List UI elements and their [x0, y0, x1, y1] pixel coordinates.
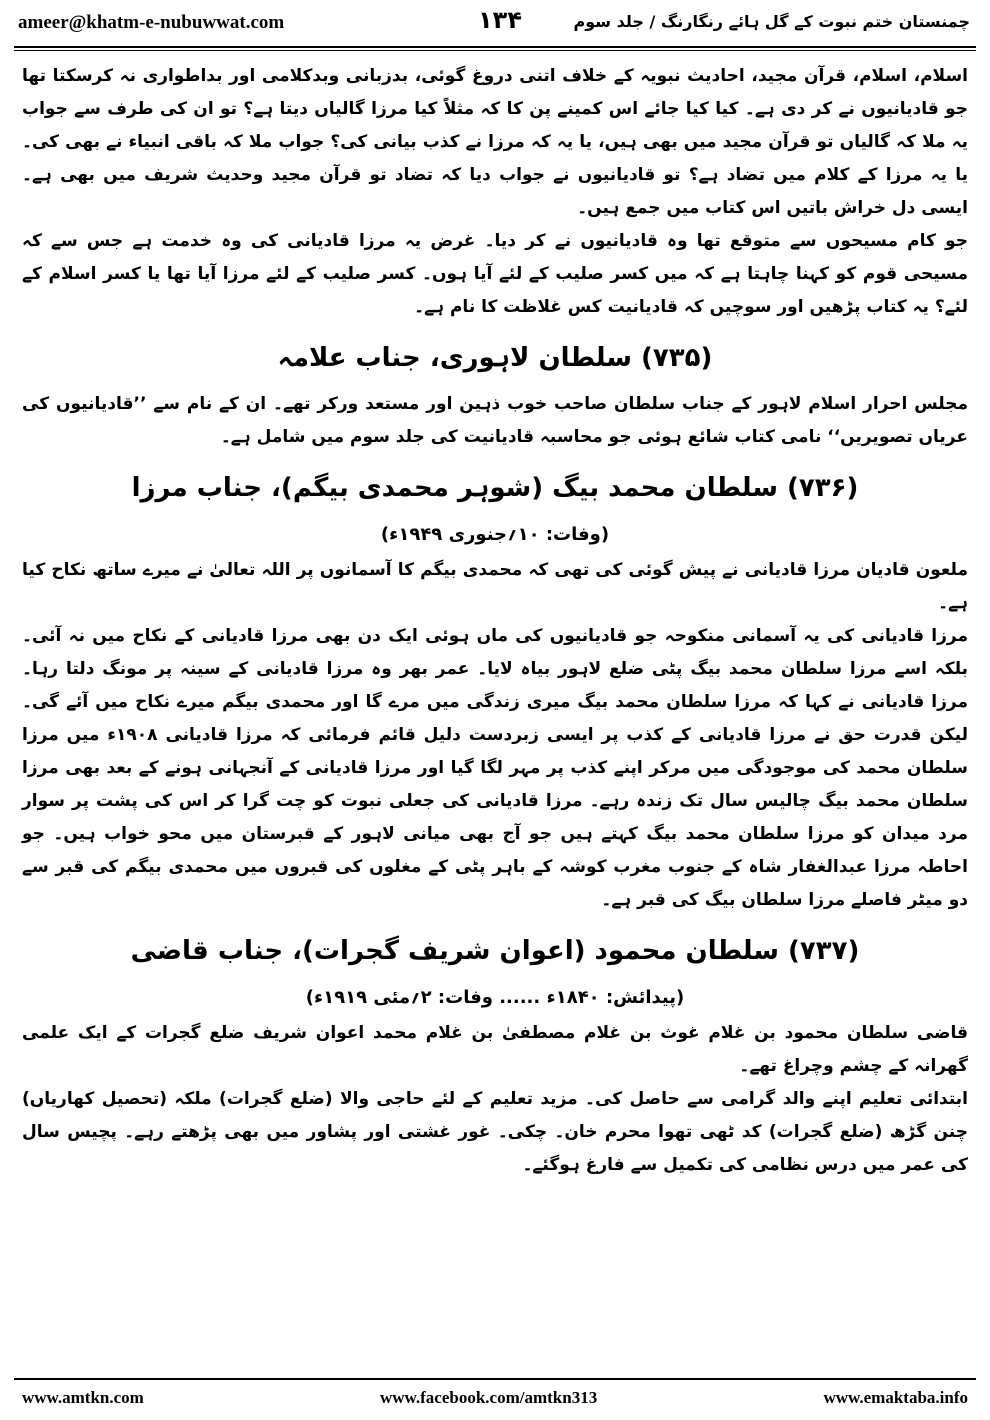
- entry-737-paragraph-2: ابتدائی تعلیم اپنے والد گرامی سے حاصل کی۔ مزید تعلیم کے لئے حاجی والا (ضلع گجرات) ملکہ (تحصیل کھاریاں) چنن گڑھ (ضلع گجرات) کد ٹھی تھوا محرم خان۔ چکی۔ غور غشتی اور پشاور میں بھی پڑھتے رہے۔ پچیس سال کی عمر میں درس نظامی کی تکمیل سے فارغ ہوگئے۔: [22, 1089, 968, 1175]
- header-rule-thin: [14, 50, 976, 51]
- entry-736-dates: (وفات: ۱۰؍جنوری ۱۹۴۹ء): [380, 524, 610, 545]
- header-email: ameer@khatm-e-nubuwwat.com: [18, 12, 285, 33]
- entry-736-paragraph-2: مرزا قادیانی کی یہ آسمانی منکوحہ جو قادیانیوں کی ماں ہوئی ایک دن بھی مرزا قادیانی کے نکاح میں نہ آئی۔ بلکہ اسے مرزا سلطان محمد بیگ پٹی ضلع لاہور بیاہ لایا۔ عمر بھر وہ مرزا قادیانی کے سینہ پر مونگ دلتا رہا۔ مرزا قادیانی نے کہا کہ مرزا سلطان محمد بیگ میری زندگی میں مرے گا اور محمدی بیگم میرے نکاح میں آئے گی۔ لیکن قدرت حق نے مرزا قادیانی کے کذب پر ایسی زبردست دلیل قائم فرمائی کہ مرزا قادیانی ۱۹۰۸ء میں مرزا سلطان محمد کی موجودگی میں مرکر اپنے کذب پر مہر لگا گیا اور مرزا قادیانی کے آنجہانی ہونے کے بعد بھی مرزا سلطان محمد بیگ چالیس سال تک زندہ رہے۔ مرزا قادیانی کی جعلی نبوت کو چت گرا کر اس کی پشت پر سوار مرد میدان کو مرزا سلطان محمد بیگ کہتے ہیں جو آج بھی میانی لاہور کے قبرستان میں محو خواب ہیں۔ جو احاطہ مرزا عبدالغفار شاہ کے جنوب مغرب کوشہ کے باہر پٹی کے مغلوں کی قبروں میں محمدی بیگم کی قبر سے دو میٹر فاصلے مرزا سلطان بیگ کی قبر ہے۔: [22, 626, 968, 910]
- footer-link-emaktaba[interactable]: www.emaktaba.info: [823, 1388, 968, 1407]
- entry-736-paragraph-1: ملعون قادیان مرزا قادیانی نے پیش گوئی کی تھی کہ محمدی بیگم کا آسمانوں پر اللہ تعالیٰ نے میرے ساتھ نکاح کیا ہے۔: [22, 560, 968, 613]
- entry-737-dates: (پیدائش: ۱۸۴۰ء ...... وفات: ۲؍مئی ۱۹۱۹ء): [305, 987, 685, 1008]
- footer-rule: [14, 1378, 976, 1380]
- footer-link-amtkn[interactable]: www.amtkn.com: [22, 1388, 144, 1407]
- footer-link-facebook[interactable]: www.facebook.com/amtkn313: [380, 1388, 598, 1407]
- entry-737-paragraph-1: قاضی سلطان محمود بن غلام غوث بن غلام مصطفیٰ بن غلام محمد اعوان شریف ضلع گجرات کے ایک علمی گھرانہ کے چشم وچراغ تھے۔: [22, 1023, 968, 1076]
- entry-735-paragraph: مجلس احرار اسلام لاہور کے جناب سلطان صاحب خوب ذہین اور مستعد ورکر تھے۔ ان کے نام سے ’’قادیانیوں کی عریاں تصویریں‘‘ نامی کتاب شائع ہوئی جو محاسبہ قادیانیت کی جلد سوم میں شامل ہے۔: [22, 394, 968, 447]
- entry-737-heading: (۷۳۷) سلطان محمود (اعوان شریف گجرات)، جناب قاضی: [130, 936, 860, 966]
- paragraph-top-2: جو کام مسیحوں سے متوقع تھا وہ قادیانیوں نے کر دیا۔ غرض یہ مرزا قادیانی کی وہ خدمت ہے جس سے کہ مسیحی قوم کو کہنا چاہتا ہے کہ میں کسر صلیب کے لئے آیا ہوں۔ کسر صلیب کے لئے مرزا آیا تھا یا کسر اسلام کے لئے؟ یہ کتاب پڑھیں اور سوچیں کہ قادیانیت کس غلاظت کا نام ہے۔: [22, 231, 968, 317]
- page-header: [0, 0, 990, 46]
- entry-736-heading: (۷۳۶) سلطان محمد بیگ (شوہر محمدی بیگم)، جناب مرزا: [131, 473, 859, 503]
- paragraph-top-1: اسلام، اسلام، قرآن مجید، احادیث نبویہ کے خلاف اتنی دروغ گوئی، بدزبانی وبدکلامی اور بداطواری نہ کرسکتا تھا جو قادیانیوں نے کر دی ہے۔ کیا کیا جائے اس کمینے پن کا کہ مثلاً کیا مرزا گالیاں دیتا ہے؟ تو ان کی طرف سے جواب یہ ملا کہ گالیاں تو قرآن مجید میں بھی ہیں، یا یہ کہ مرزا نے کذب بیانی کی؟ جواب ملا کہ باقی انبیاء نے بھی کی۔ یا یہ مرزا کے کلام میں تضاد ہے؟ تو قادیانیوں نے جواب دیا کہ تضاد تو قرآن مجید وحدیث شریف میں بھی ہے۔ ایسی دل خراش باتیں اس کتاب میں جمع ہیں۔: [22, 66, 968, 218]
- page-body: [22, 60, 968, 1376]
- entry-735-heading: (۷۳۵) سلطان لاہوری، جناب علامہ: [277, 343, 713, 373]
- page-number: ۱۳۴: [478, 6, 522, 34]
- header-rule: [14, 46, 976, 48]
- page-footer: [0, 1386, 990, 1412]
- book-title: چمنستان ختم نبوت کے گل ہائے رنگارنگ / جلد سوم: [573, 12, 970, 31]
